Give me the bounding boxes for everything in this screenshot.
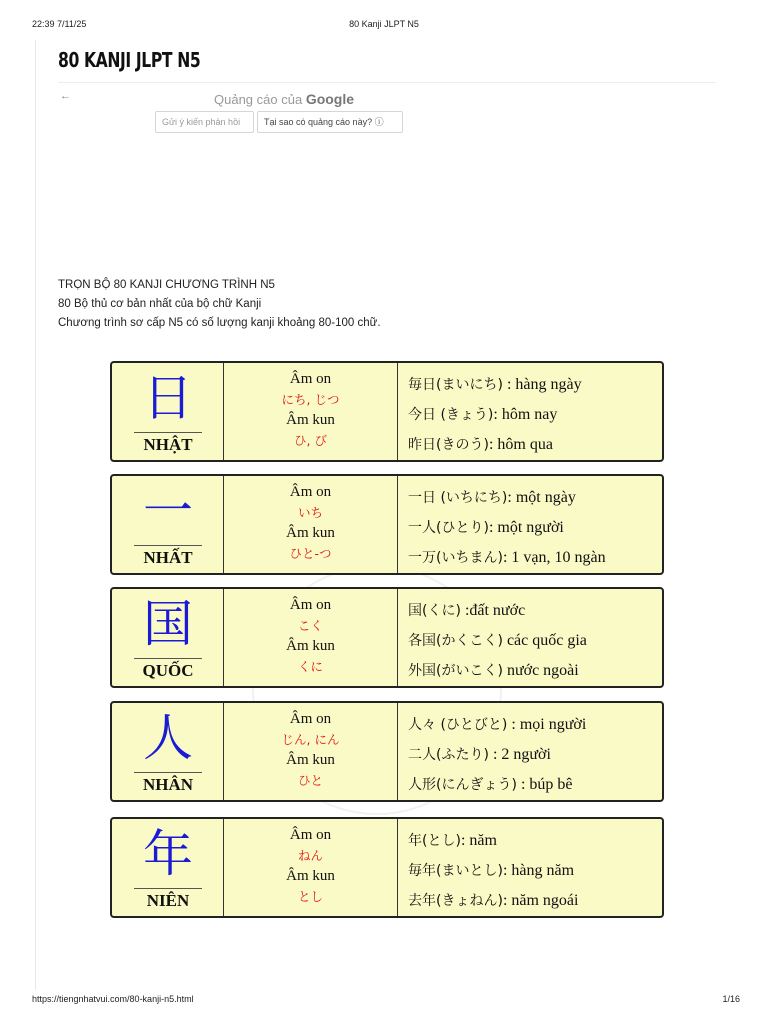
kanji-card xyxy=(110,817,664,918)
example-jp: 外国(がいこく) xyxy=(408,663,503,679)
example-vi: : 2 người xyxy=(488,746,551,763)
example-vi: : hàng năm xyxy=(502,862,575,879)
example-jp: 人々 (ひとびと) xyxy=(408,717,508,733)
example-line xyxy=(408,626,662,656)
example-jp: 各国(かくこく) xyxy=(408,633,503,649)
example-jp: 今日 (きょう) xyxy=(408,407,494,423)
kanji-cell xyxy=(112,363,224,460)
example-line xyxy=(408,483,662,513)
ad-label-prefix: Quảng cáo của xyxy=(214,92,303,107)
ad-label xyxy=(214,91,354,107)
kun-reading: ひと xyxy=(297,773,323,788)
kanji-sino-name: QUỐC xyxy=(142,661,194,680)
on-reading-label: Âm on xyxy=(289,827,332,843)
print-header xyxy=(0,0,768,29)
on-reading: こく xyxy=(297,618,323,633)
kanji-underline xyxy=(134,772,202,773)
examples-cell xyxy=(399,589,662,686)
example-jp: 人形(にんぎょう) xyxy=(408,777,517,793)
example-vi: : hôm qua xyxy=(488,436,553,453)
reading-cell xyxy=(224,363,398,460)
example-vi: :đất nước xyxy=(460,602,526,619)
example-vi: : một ngày xyxy=(507,489,576,506)
example-line xyxy=(408,543,662,573)
reading-cell xyxy=(224,476,398,573)
print-page-number: 1/16 xyxy=(722,994,740,1004)
example-line xyxy=(408,770,662,800)
example-vi: : hàng ngày xyxy=(502,376,582,393)
kanji-sino-name: NIÊN xyxy=(146,891,190,910)
page-title: 80 KANJI JLPT N5 xyxy=(58,48,201,72)
on-reading-label: Âm on xyxy=(289,597,332,613)
print-doc-title: 80 Kanji JLPT N5 xyxy=(349,19,419,29)
example-vi: : năm xyxy=(460,832,497,849)
examples-cell xyxy=(399,476,662,573)
ad-why-button[interactable]: Tại sao có quảng cáo này? ⓘ xyxy=(257,111,403,133)
example-vi: : hôm nay xyxy=(493,406,558,423)
kanji-character: 一 xyxy=(143,482,193,540)
intro-line: Chương trình sơ cấp N5 có số lượng kanji khoảng 80-100 chữ. xyxy=(58,317,381,329)
on-reading-label: Âm on xyxy=(289,484,332,500)
kanji-sino-name: NHẤT xyxy=(143,548,193,567)
kun-reading-label: Âm kun xyxy=(286,752,335,768)
example-vi: các quốc gia xyxy=(502,632,587,649)
example-line xyxy=(408,596,662,626)
on-reading-label: Âm on xyxy=(289,711,332,727)
back-arrow-icon[interactable]: ← xyxy=(60,90,71,102)
kanji-character: 日 xyxy=(143,369,193,427)
on-reading-label: Âm on xyxy=(289,371,332,387)
examples-cell xyxy=(399,819,662,916)
kanji-card xyxy=(110,361,664,462)
example-line xyxy=(408,400,662,430)
ad-label-brand: Google xyxy=(305,91,355,107)
kanji-card xyxy=(110,701,664,802)
example-jp: 一万(いちまん) xyxy=(408,550,503,566)
on-reading: にち, じつ xyxy=(281,392,340,407)
example-jp: 毎日(まいにち) xyxy=(408,377,503,393)
example-jp: 国(くに) xyxy=(408,603,461,619)
kanji-cell xyxy=(112,819,224,916)
page-margin-line xyxy=(35,40,36,990)
example-vi: : năm ngoái xyxy=(502,892,579,909)
kun-reading: ひ, び xyxy=(294,433,327,448)
example-vi: : búp bê xyxy=(516,776,573,793)
ad-feedback-button[interactable]: Gửi ý kiến phản hồi xyxy=(155,111,254,133)
example-line xyxy=(408,710,662,740)
kun-reading-label: Âm kun xyxy=(286,412,335,428)
kanji-character: 国 xyxy=(143,595,193,653)
intro-text xyxy=(58,276,381,333)
example-jp: 昨日(きのう) xyxy=(408,437,489,453)
example-jp: 去年(きょねん) xyxy=(408,893,503,909)
example-line xyxy=(408,740,662,770)
kanji-card xyxy=(110,474,664,575)
kanji-card xyxy=(110,587,664,688)
kanji-cell xyxy=(112,589,224,686)
kanji-character: 人 xyxy=(143,709,193,767)
kanji-cell xyxy=(112,476,224,573)
kanji-sino-name: NHÂN xyxy=(142,775,194,794)
on-reading: ねん xyxy=(297,848,323,863)
kanji-character: 年 xyxy=(143,825,193,883)
kanji-sino-name: NHẬT xyxy=(143,435,193,454)
examples-cell xyxy=(399,363,662,460)
example-vi: nước ngoài xyxy=(502,662,579,679)
print-url: https://tiengnhatvui.com/80-kanji-n5.html xyxy=(32,994,194,1004)
example-vi: : một người xyxy=(488,519,564,536)
example-jp: 一人(ひとり) xyxy=(408,520,489,536)
on-reading: じん, にん xyxy=(281,732,340,747)
kun-reading: とし xyxy=(297,889,323,904)
example-jp: 毎年(まいとし) xyxy=(408,863,503,879)
kanji-underline xyxy=(134,658,202,659)
intro-line: TRỌN BỘ 80 KANJI CHƯƠNG TRÌNH N5 xyxy=(58,279,275,291)
reading-cell xyxy=(224,589,398,686)
kun-reading: くに xyxy=(297,659,323,674)
on-reading: いち xyxy=(297,505,323,520)
reading-cell xyxy=(224,819,398,916)
example-line xyxy=(408,656,662,686)
examples-cell xyxy=(399,703,662,800)
example-line xyxy=(408,886,662,916)
title-divider xyxy=(58,82,716,83)
kanji-underline xyxy=(134,545,202,546)
kanji-underline xyxy=(134,888,202,889)
kun-reading-label: Âm kun xyxy=(286,525,335,541)
reading-cell xyxy=(224,703,398,800)
example-jp: 二人(ふたり) xyxy=(408,747,489,763)
example-jp: 年(とし) xyxy=(408,833,461,849)
kun-reading-label: Âm kun xyxy=(286,638,335,654)
example-line xyxy=(408,826,662,856)
intro-line: 80 Bộ thủ cơ bản nhất của bộ chữ Kanji xyxy=(58,298,262,310)
kanji-underline xyxy=(134,432,202,433)
example-vi: : 1 vạn, 10 ngàn xyxy=(502,549,606,566)
example-line xyxy=(408,856,662,886)
kun-reading: ひと-つ xyxy=(289,546,332,561)
example-vi: : mọi người xyxy=(507,716,587,733)
example-jp: 一日 (いちにち) xyxy=(408,490,508,506)
print-datetime: 22:39 7/11/25 xyxy=(32,19,87,29)
example-line xyxy=(408,370,662,400)
example-line xyxy=(408,430,662,460)
kanji-cell xyxy=(112,703,224,800)
kun-reading-label: Âm kun xyxy=(286,868,335,884)
example-line xyxy=(408,513,662,543)
